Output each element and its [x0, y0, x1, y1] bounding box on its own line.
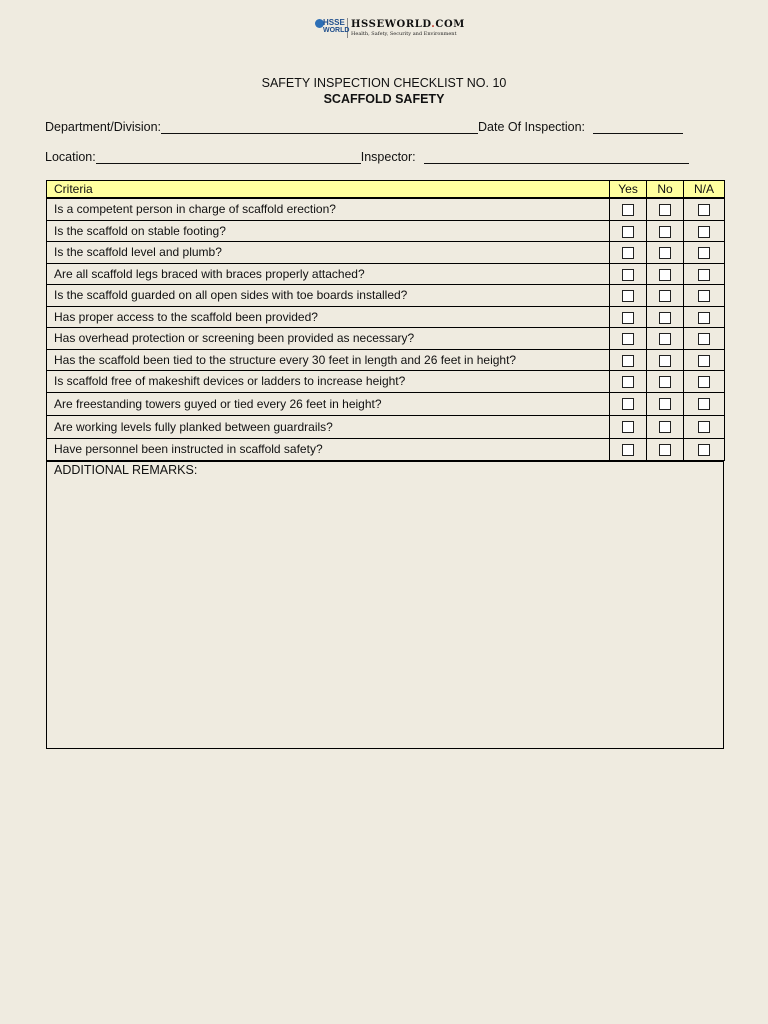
no-checkbox[interactable]	[659, 247, 671, 259]
globe-icon	[314, 16, 350, 40]
logo-site-name	[351, 20, 465, 30]
na-checkbox[interactable]	[698, 312, 710, 324]
logo-site-suffix: COM	[435, 18, 465, 30]
table-row	[47, 220, 725, 242]
na-checkbox[interactable]	[698, 269, 710, 281]
yes-checkbox[interactable]	[622, 247, 634, 259]
yes-checkbox[interactable]	[622, 333, 634, 345]
table-row	[47, 306, 725, 328]
table-row	[47, 371, 725, 393]
criteria-text: Are working levels fully planked between guardrails?	[47, 415, 610, 438]
criteria-text: Is the scaffold guarded on all open sides with toe boards installed?	[47, 285, 610, 307]
na-checkbox[interactable]	[698, 204, 710, 216]
na-checkbox[interactable]	[698, 421, 710, 433]
criteria-text: Is the scaffold on stable footing?	[47, 220, 610, 242]
na-checkbox[interactable]	[698, 333, 710, 345]
no-checkbox[interactable]	[659, 226, 671, 238]
table-row	[47, 328, 725, 350]
yes-checkbox[interactable]	[622, 204, 634, 216]
date-field[interactable]	[593, 120, 683, 134]
logo-site-dot: .	[431, 18, 436, 30]
no-checkbox[interactable]	[659, 355, 671, 367]
column-header-no: No	[647, 181, 684, 199]
column-header-criteria: Criteria	[47, 181, 610, 199]
checklist-table	[46, 180, 725, 461]
inspector-field[interactable]	[424, 150, 689, 164]
criteria-text: Are all scaffold legs braced with braces properly attached?	[47, 263, 610, 285]
table-row	[47, 242, 725, 264]
no-checkbox[interactable]	[659, 269, 671, 281]
no-checkbox[interactable]	[659, 398, 671, 410]
department-date-row	[45, 120, 683, 134]
logo-tagline: Health, Safety, Security and Environment	[351, 30, 457, 37]
yes-checkbox[interactable]	[622, 444, 634, 456]
location-field[interactable]	[96, 150, 361, 164]
criteria-text: Is scaffold free of makeshift devices or ladders to increase height?	[47, 371, 610, 393]
additional-remarks-label: ADDITIONAL REMARKS:	[54, 463, 198, 477]
table-row	[47, 438, 725, 460]
yes-checkbox[interactable]	[622, 398, 634, 410]
na-checkbox[interactable]	[698, 247, 710, 259]
additional-remarks-box[interactable]	[46, 461, 724, 749]
document-subtitle: SCAFFOLD SAFETY	[323, 92, 445, 106]
document-title: SAFETY INSPECTION CHECKLIST NO. 10	[261, 76, 507, 90]
yes-checkbox[interactable]	[622, 312, 634, 324]
table-row	[47, 285, 725, 307]
table-row	[47, 263, 725, 285]
logo-badge-bottom: WORLD	[323, 27, 350, 34]
yes-checkbox[interactable]	[622, 269, 634, 281]
na-checkbox[interactable]	[698, 398, 710, 410]
na-checkbox[interactable]	[698, 290, 710, 302]
location-label: Location:	[45, 150, 96, 164]
yes-checkbox[interactable]	[622, 376, 634, 388]
table-row	[47, 349, 725, 371]
no-checkbox[interactable]	[659, 204, 671, 216]
department-label: Department/Division:	[45, 120, 162, 134]
criteria-text: Has overhead protection or screening been provided as necessary?	[47, 328, 610, 350]
criteria-text: Has proper access to the scaffold been provided?	[47, 306, 610, 328]
yes-checkbox[interactable]	[622, 355, 634, 367]
no-checkbox[interactable]	[659, 333, 671, 345]
na-checkbox[interactable]	[698, 376, 710, 388]
hsseworld-logo	[314, 16, 465, 40]
location-inspector-row	[45, 150, 689, 164]
no-checkbox[interactable]	[659, 444, 671, 456]
yes-checkbox[interactable]	[622, 421, 634, 433]
no-checkbox[interactable]	[659, 290, 671, 302]
table-row	[47, 198, 725, 220]
criteria-text: Have personnel been instructed in scaffold safety?	[47, 438, 610, 460]
logo-badge-top: HSSE	[323, 18, 345, 27]
no-checkbox[interactable]	[659, 421, 671, 433]
yes-checkbox[interactable]	[622, 226, 634, 238]
yes-checkbox[interactable]	[622, 290, 634, 302]
criteria-text: Has the scaffold been tied to the structure every 30 feet in length and 26 feet in height?	[47, 349, 610, 371]
table-header-row	[47, 181, 725, 199]
na-checkbox[interactable]	[698, 444, 710, 456]
na-checkbox[interactable]	[698, 226, 710, 238]
no-checkbox[interactable]	[659, 376, 671, 388]
criteria-text: Are freestanding towers guyed or tied every 26 feet in height?	[47, 392, 610, 415]
column-header-na: N/A	[684, 181, 725, 199]
logo-text	[351, 20, 465, 37]
no-checkbox[interactable]	[659, 312, 671, 324]
inspector-label: Inspector:	[360, 150, 416, 164]
table-row	[47, 392, 725, 415]
department-field[interactable]	[161, 120, 478, 134]
logo-site-main: HSSEWORLD	[351, 18, 432, 30]
column-header-yes: Yes	[610, 181, 647, 199]
criteria-text: Is a competent person in charge of scaffold erection?	[47, 198, 610, 220]
date-label: Date Of Inspection:	[478, 120, 586, 134]
na-checkbox[interactable]	[698, 355, 710, 367]
criteria-text: Is the scaffold level and plumb?	[47, 242, 610, 264]
table-row	[47, 415, 725, 438]
